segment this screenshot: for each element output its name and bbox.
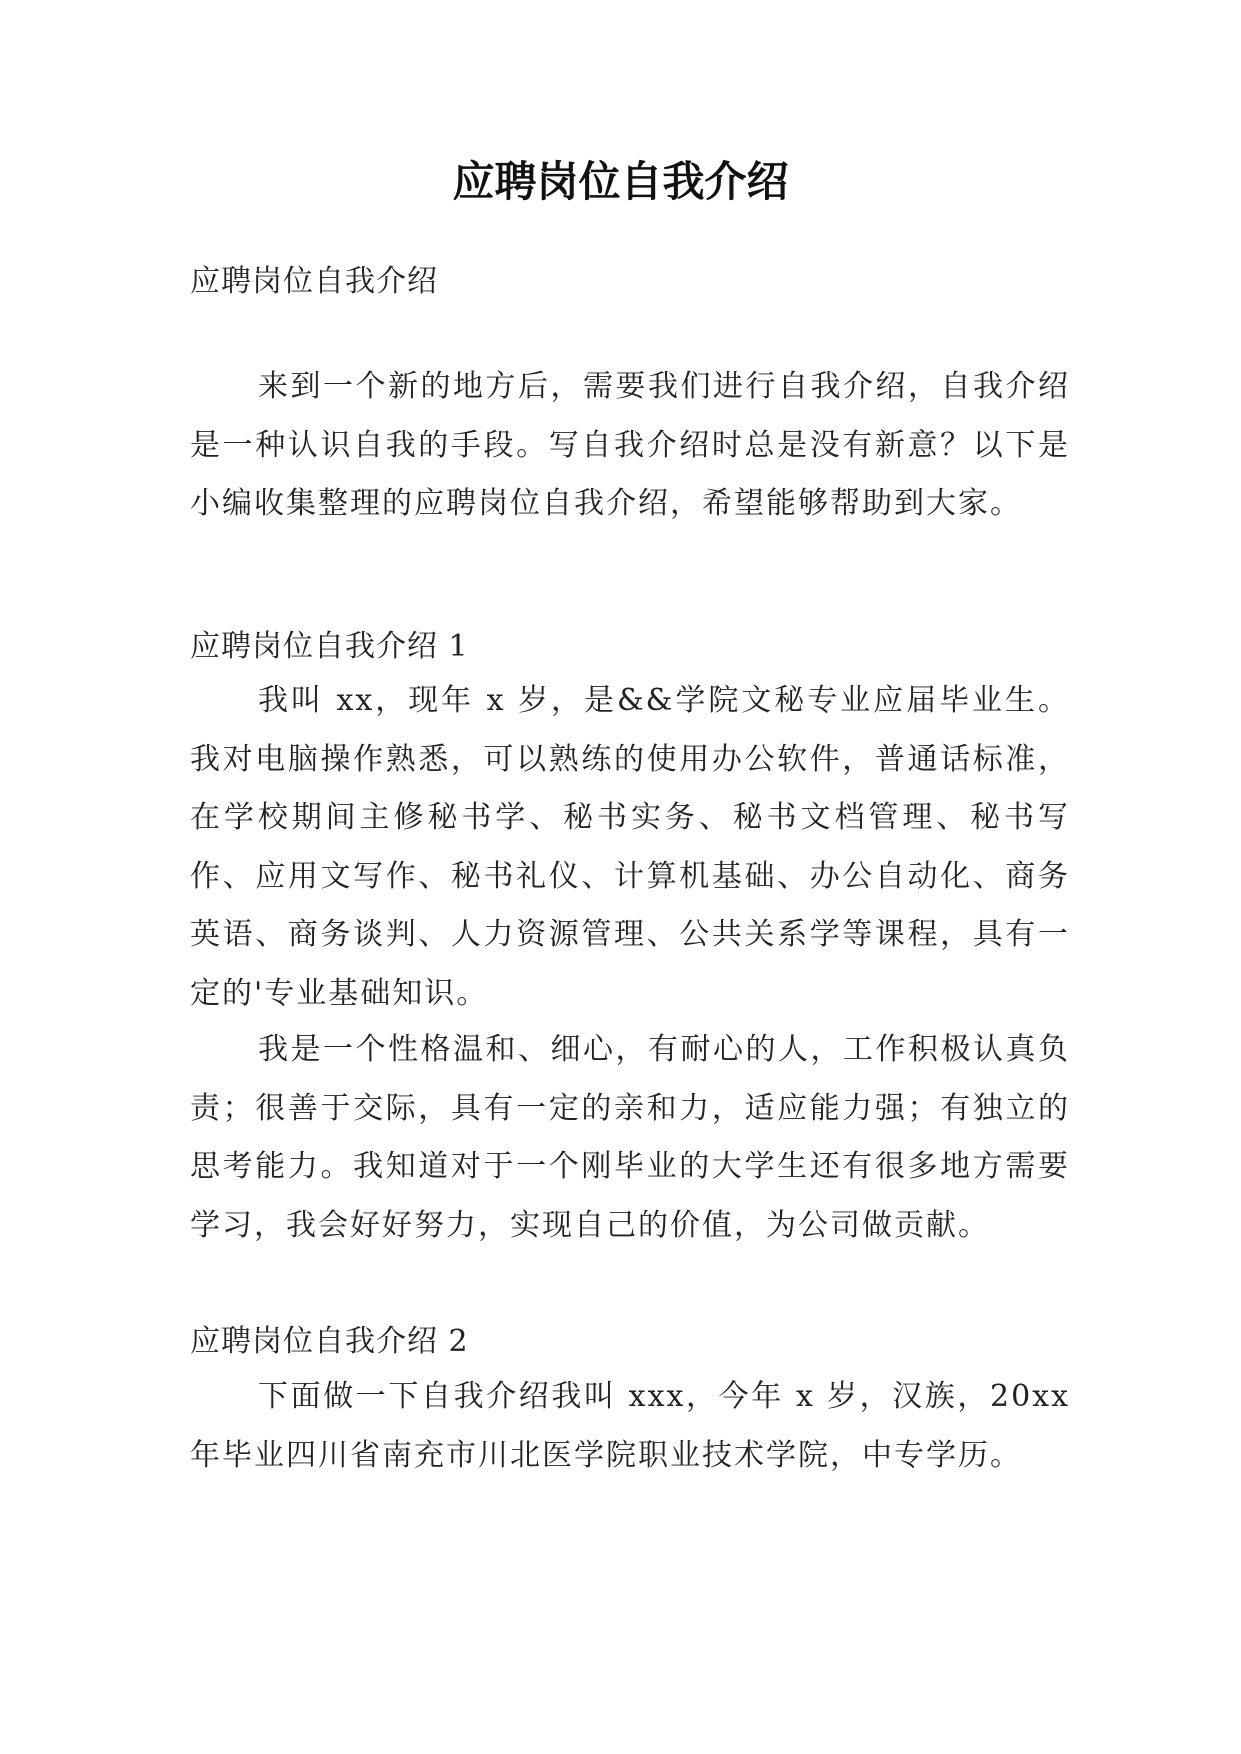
document-title: 应聘岗位自我介绍	[452, 157, 789, 206]
document-subtitle: 应聘岗位自我介绍	[190, 264, 438, 299]
section-2-paragraph-1: 下面做一下自我介绍我叫 xxx，今年 x 岁，汉族，20xx 年毕业四川省南充市川北医学院职业技术学院，中专学历。	[190, 1379, 1070, 1473]
section-1-heading: 应聘岗位自我介绍 1	[190, 629, 469, 664]
section-1-paragraph-2: 我是一个性格温和、细心，有耐心的人，工作积极认真负责；很善于交际，具有一定的亲和力，适应能力强；有独立的思考能力。我知道对于一个刚毕业的大学生还有很多地方需要学习，我会好好努力，实现自己的价值，为公司做贡献。	[190, 1032, 1070, 1243]
section-2-heading: 应聘岗位自我介绍 2	[190, 1324, 469, 1359]
intro-paragraph: 来到一个新的地方后，需要我们进行自我介绍，自我介绍是一种认识自我的手段。写自我介绍时总是没有新意？以下是小编收集整理的应聘岗位自我介绍，希望能够帮助到大家。	[190, 369, 1070, 521]
section-1-paragraph-1: 我叫 xx，现年 x 岁，是&&学院文秘专业应届毕业生。我对电脑操作熟悉，可以熟练的使用办公软件，普通话标准，在学校期间主修秘书学、秘书实务、秘书文档管理、秘书写作、应用文写作、秘书礼仪、计算机基础、办公自动化、商务英语、商务谈判、人力资源管理、公共关系学等课程，具有一定的'专业基础知识。	[190, 683, 1070, 1011]
